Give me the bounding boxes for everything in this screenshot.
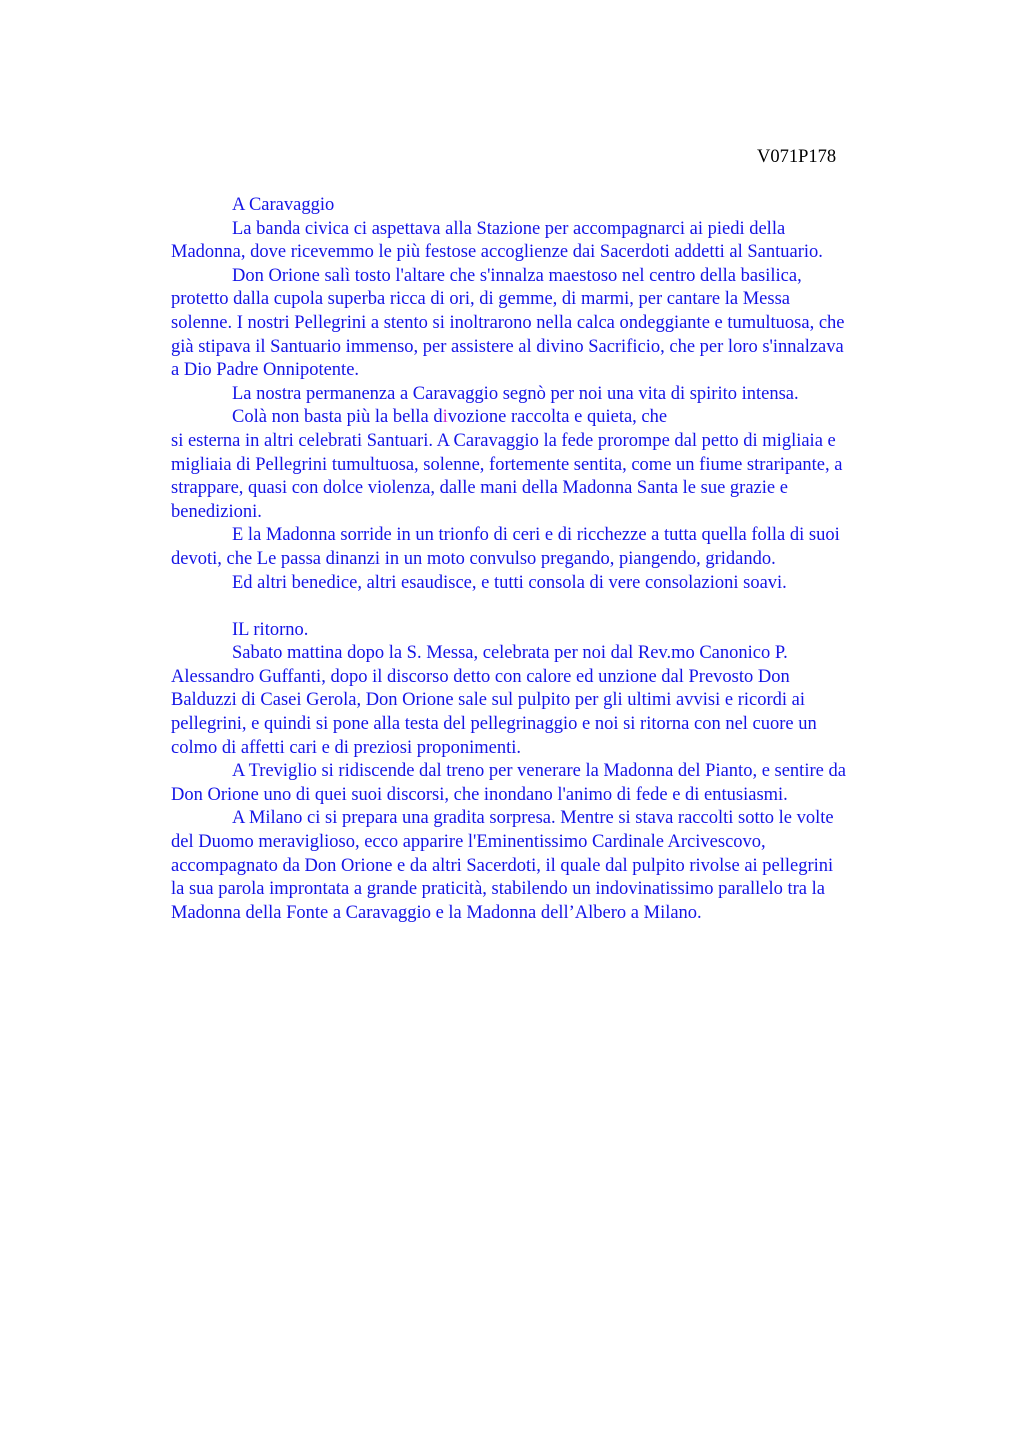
text-line: La banda civica ci aspettava alla Stazione per accompagnarci ai piedi della <box>232 218 786 239</box>
text-line: devoti, che Le passa dinanzi in un moto convulso pregando, piangendo, gridando. <box>171 548 776 569</box>
document-body <box>171 194 931 925</box>
text-line: solenne. I nostri Pellegrini a stento si inoltrarono nella calca ondeggiante e tumultuosa, che <box>171 312 845 333</box>
text-line: Balduzzi di Casei Gerola, Don Orione sale sul pulpito per gli ultimi avvisi e ricordi ai <box>171 690 805 711</box>
text-line: già stipava il Santuario immenso, per assistere al divino Sacrificio, che per loro s'innalzava <box>171 336 844 357</box>
highlighted-character: i <box>442 407 448 428</box>
text-line: la sua parola improntata a grande praticità, stabilendo un indovinatissimo parallelo tra la <box>171 879 825 900</box>
section-heading-caravaggio: A Caravaggio <box>232 195 335 215</box>
text-line: strappare, quasi con dolce violenza, dalle mani della Madonna Santa le sue grazie e <box>171 478 788 499</box>
text-line: Madonna, dove ricevemmo le più festose accoglienze dai Sacerdoti addetti al Santuario. <box>171 242 823 263</box>
section-heading-ritorno: IL ritorno. <box>232 619 309 640</box>
text-line: del Duomo meraviglioso, ecco apparire l'Eminentissimo Cardinale Arcivescovo, <box>171 832 766 853</box>
text-line: colmo di affetti cari e di preziosi proponimenti. <box>171 737 522 758</box>
text-line: si esterna in altri celebrati Santuari. A Caravaggio la fede prorompe dal petto di migliaia e <box>171 430 836 451</box>
text-line: E la Madonna sorride in un trionfo di ceri e di ricchezze a tutta quella folla di suoi <box>232 525 840 546</box>
text-line: benedizioni. <box>171 501 262 522</box>
text-line: A Milano ci si prepara una gradita sorpresa. Mentre si stava raccolti sotto le volte <box>232 808 834 829</box>
text-segment: Colà non basta più la bella d <box>232 407 443 428</box>
text-line: Don Orione uno di quei suoi discorsi, che inondano l'animo di fede e di entusiasmi. <box>171 784 788 805</box>
text-line: Ed altri benedice, altri esaudisce, e tutti consola di vere consolazioni soavi. <box>232 572 787 593</box>
text-line: accompagnato da Don Orione e da altri Sacerdoti, il quale dal pulpito rivolse ai pellegrini <box>171 855 834 876</box>
text-line: migliaia di Pellegrini tumultuosa, solenne, fortemente sentita, come un fiume straripante, a <box>171 454 843 475</box>
text-line: Madonna della Fonte a Caravaggio e la Madonna dell’Albero a Milano. <box>171 902 702 923</box>
text-line: La nostra permanenza a Caravaggio segnò per noi una vita di spirito intensa. <box>232 383 799 404</box>
text-line: A Treviglio si ridiscende dal treno per venerare la Madonna del Pianto, e sentire da <box>232 761 846 782</box>
text-line: Don Orione salì tosto l'altare che s'innalza maestoso nel centro della basilica, <box>232 265 802 286</box>
text-line: Sabato mattina dopo la S. Messa, celebrata per noi dal Rev.mo Canonico P. <box>232 643 788 664</box>
text-line: a Dio Padre Onnipotente. <box>171 360 360 381</box>
text-line: pellegrini, e quindi si pone alla testa del pellegrinaggio e noi si ritorna con nel cuore un <box>171 714 817 735</box>
text-line: protetto dalla cupola superba ricca di ori, di gemme, di marmi, per cantare la Messa <box>171 289 791 310</box>
page-id-label: V071P178 <box>757 147 837 167</box>
blank-line <box>171 595 931 619</box>
text-line <box>171 406 931 430</box>
text-line: Alessandro Guffanti, dopo il discorso detto con calore ed unzione dal Prevosto Don <box>171 666 790 687</box>
text-segment: vozione raccolta e quieta, che <box>447 407 668 428</box>
